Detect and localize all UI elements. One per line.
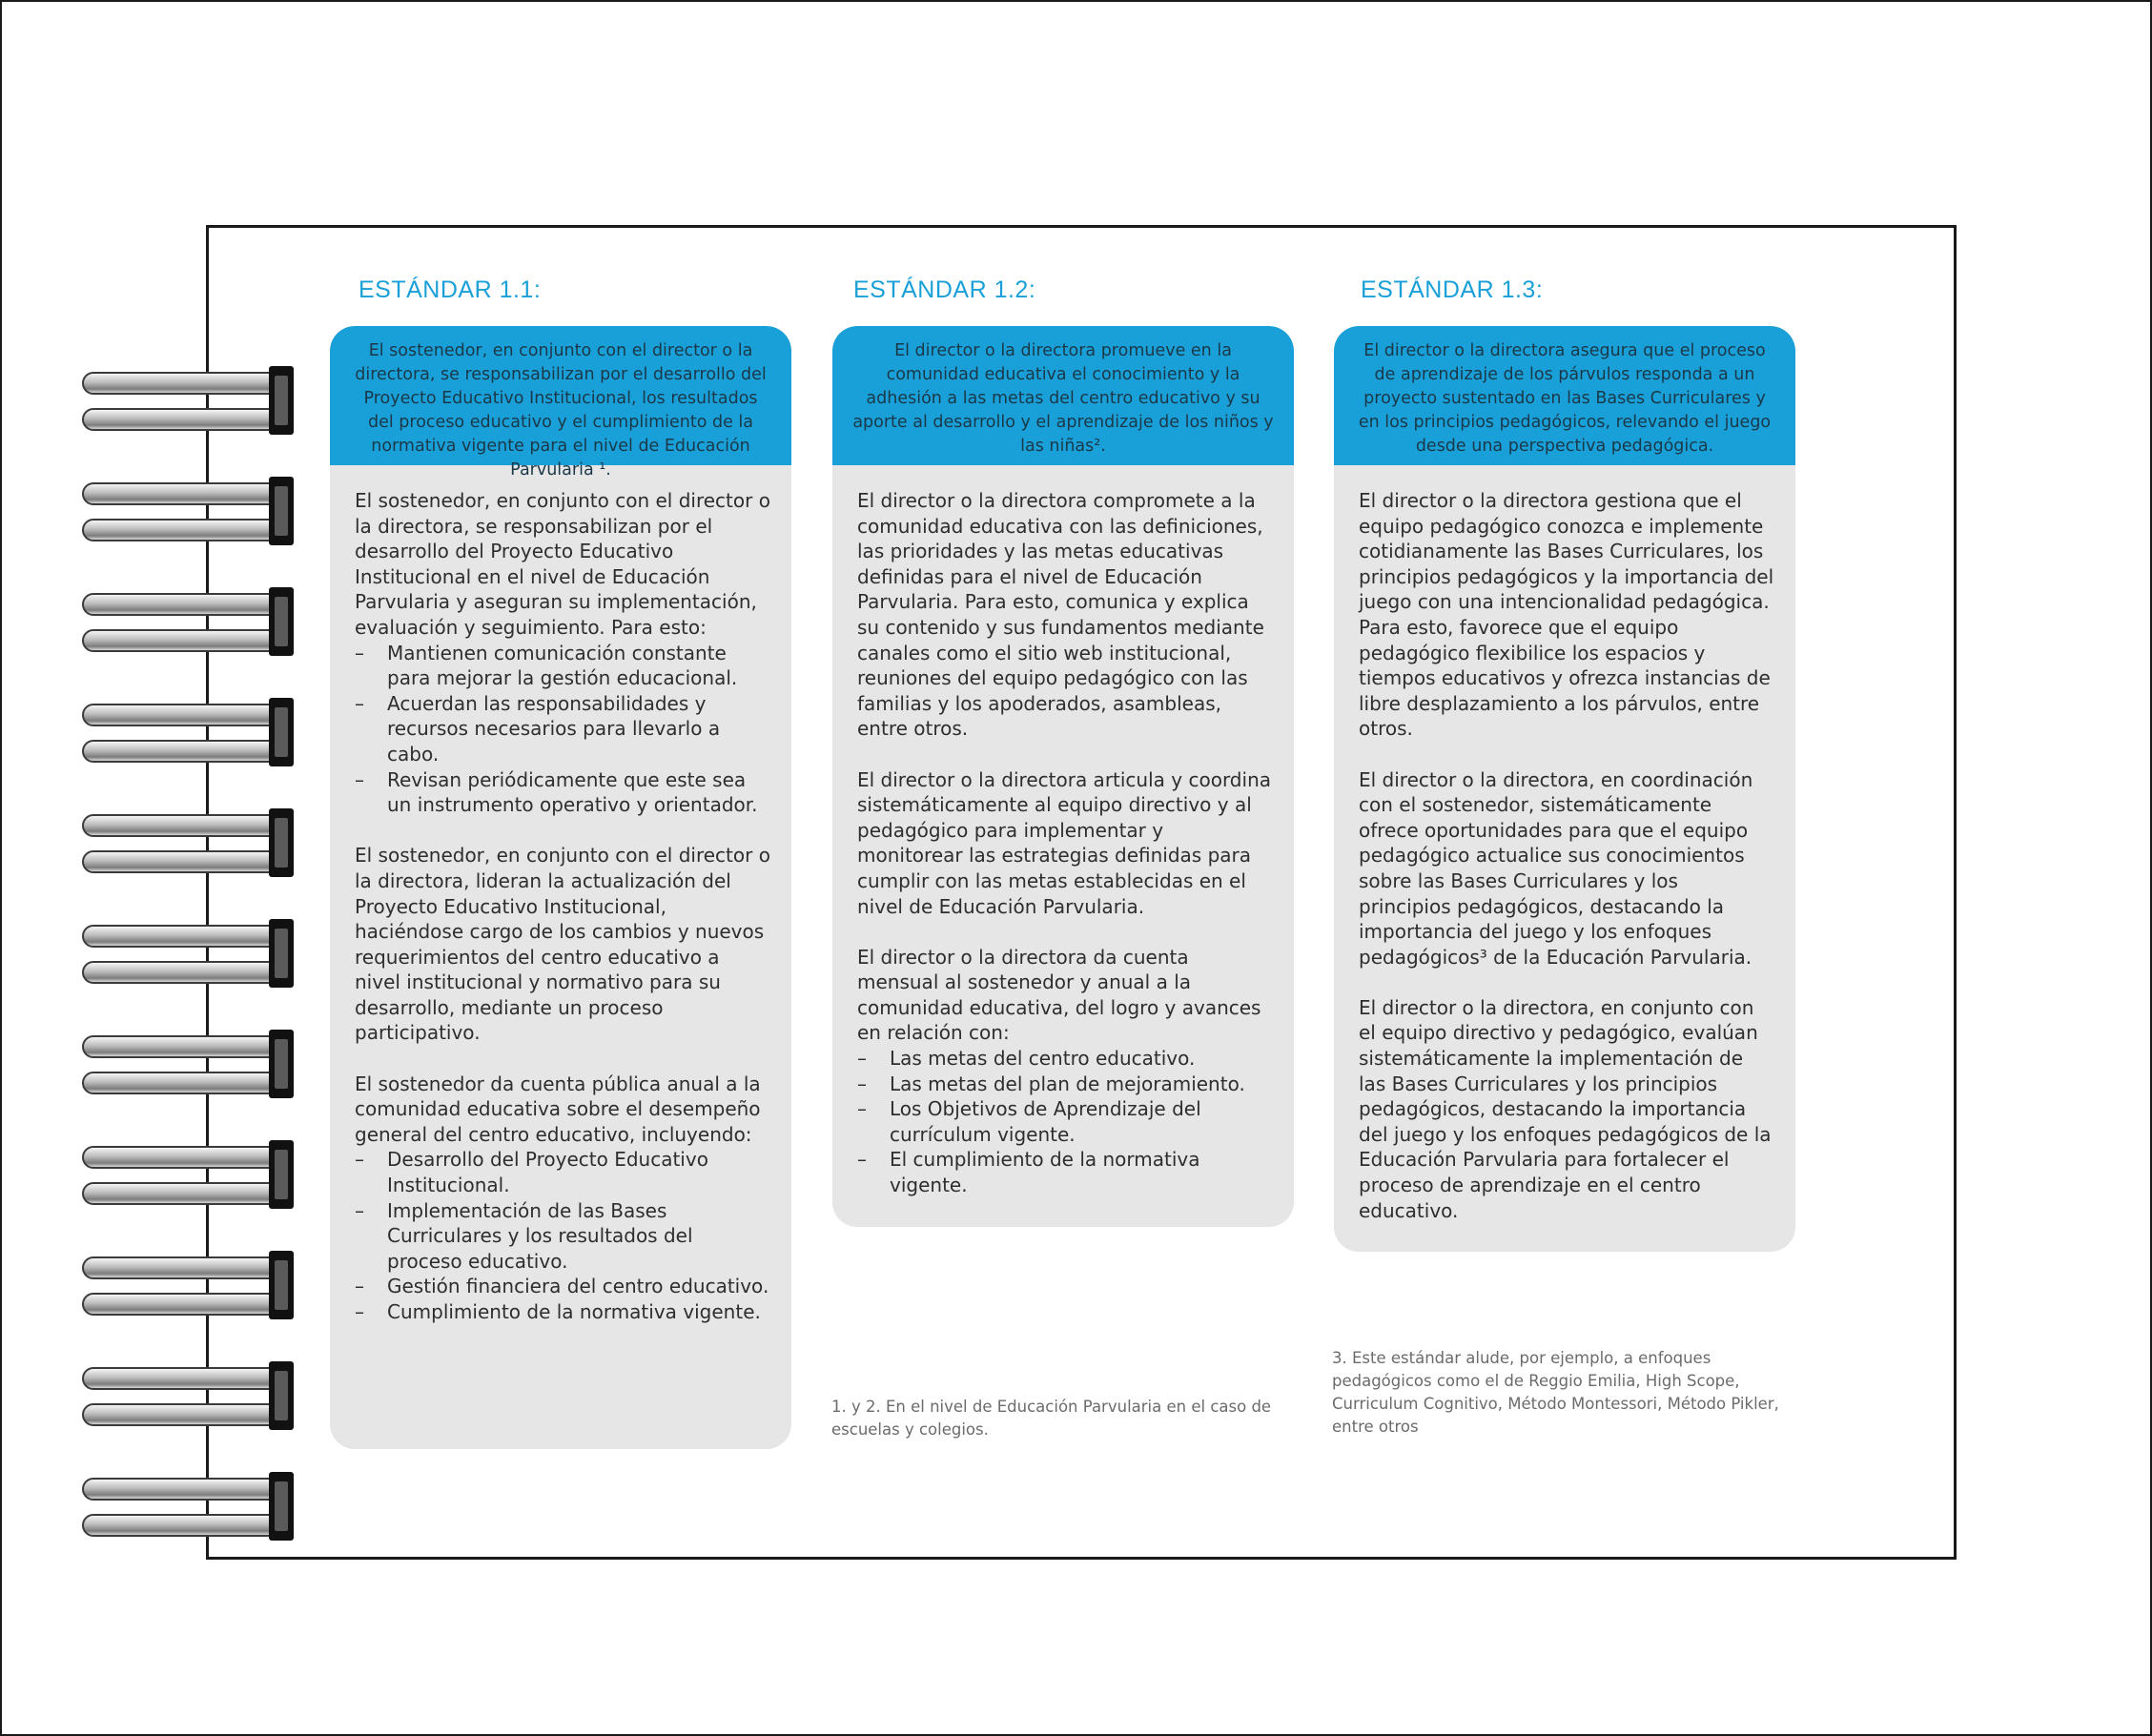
list-item: – Los Objetivos de Aprendizaje del currículum vigente.: [857, 1096, 1273, 1147]
paragraph: El sostenedor, en conjunto con el director o la directora, lideran la actualización del Proyecto Educativo Institucional, haciéndose cargo de los cambios y nuevos requerimientos del centro educativo a nivel institucional y normativo para su desarrollo, mediante un proceso participativo.: [355, 844, 770, 1045]
paragraph: El director o la directora articula y coordina sistemáticamente al equipo directivo y al pedagógico para implementar y monitorear las estrategias definidas para cumplir con las metas establecidas en el nivel de Educación Parvularia.: [857, 767, 1271, 918]
footnote-1-2: 1. y 2. En el nivel de Educación Parvularia en el caso de escuelas y colegios.: [831, 1398, 1272, 1439]
list-item: – Mantienen comunicación constante para mejorar la gestión educacional.: [355, 641, 770, 691]
bullet-list: [857, 1046, 1273, 1198]
spiral-ring: [82, 698, 303, 774]
spiral-ring: [82, 919, 303, 995]
spiral-ring: [82, 808, 303, 885]
standard-card: [330, 326, 791, 1449]
paragraph: El director o la directora, en conjunto con el equipo directivo y pedagógico, evalúan sistemáticamente la implementación de las Bases Curriculares y los principios pedagógicos, destacando la importancia del juego y los enfoques pedagógicos de la Educación Parvularia para fortalecer el proceso de aprendizaje en el centro educativo.: [1359, 995, 1772, 1222]
list-item: – Desarrollo del Proyecto Educativo Institucional.: [355, 1147, 770, 1197]
spiral-ring: [82, 477, 303, 553]
standard-body: [832, 465, 1294, 1227]
standard-body: [330, 465, 791, 1449]
spiral-ring: [82, 1251, 303, 1327]
paragraph: El sostenedor, en conjunto con el director o la directora, se responsabilizan por el desarrollo del Proyecto Educativo Institucional en el nivel de Educación Parvularia y aseguran su implementación, evaluación y seguimiento. Para esto:: [355, 489, 770, 639]
spiral-ring: [82, 1361, 303, 1438]
footnote-3: 3. Este estándar alude, por ejemplo, a enfoques pedagógicos como el de Reggio Emilia, High Scope, Curriculum Cognitivo, Método Montessori, Método Pikler, entre otros: [1332, 1349, 1779, 1436]
standard-card: [832, 326, 1294, 1227]
standard-title: ESTÁNDAR 1.3:: [1361, 276, 1544, 303]
paragraph: El director o la directora gestiona que el equipo pedagógico conozca e implemente cotidianamente las Bases Curriculares, los principios pedagógicos y la importancia del juego con una intencionalidad pedagógica. Para esto, favorece que el equipo pedagógico flexibilice los espacios y tiempos educativos y ofrezca instancias de libre desplazamiento a los párvulos, entre otros.: [1359, 489, 1774, 741]
paragraph: El sostenedor da cuenta pública anual a la comunidad educativa sobre el desempeño general del centro educativo, incluyendo:: [355, 1072, 761, 1146]
standard-title: ESTÁNDAR 1.2:: [853, 276, 1036, 303]
spiral-ring: [82, 1140, 303, 1216]
paragraph: El director o la directora compromete a la comunidad educativa con las definiciones, las prioridades y las metas educativas definidas para el nivel de Educación Parvularia. Para esto, comunica y explica su contenido y sus fundamentos mediante canales como el sitio web institucional, reuniones del equipo pedagógico con las familias y los apoderados, asambleas, entre otros.: [857, 489, 1264, 741]
list-item: – Acuerdan las responsabilidades y recursos necesarios para llevarlo a cabo.: [355, 691, 770, 767]
standard-statement: El director o la directora promueve en la comunidad educativa el conocimiento y la adhesión a las metas del centro educativo y su aporte al desarrollo y el aprendizaje de los niños y las niñas².: [832, 326, 1294, 465]
list-item: – Cumplimiento de la normativa vigente.: [355, 1299, 770, 1325]
bullet-list: [355, 1147, 770, 1324]
paragraph: El director o la directora da cuenta mensual al sostenedor y anual a la comunidad educativa, del logro y avances en relación con:: [857, 945, 1261, 1045]
spiral-ring: [82, 1472, 303, 1548]
list-item: – Las metas del plan de mejoramiento.: [857, 1072, 1273, 1097]
list-item: – Revisan periódicamente que este sea un instrumento operativo y orientador.: [355, 767, 770, 818]
standard-statement: El sostenedor, en conjunto con el director o la directora, se responsabilizan por el desarrollo del Proyecto Educativo Institucional, los resultados del proceso educativo y el cumplimiento de la normativa vigente para el nivel de Educación Parvularia ¹.: [330, 326, 791, 465]
spiral-ring: [82, 366, 303, 442]
paragraph: El director o la directora, en coordinación con el sostenedor, sistemáticamente ofrece oportunidades para que el equipo pedagógico actualice sus conocimientos sobre las Bases Curriculares y los principios pedagógicos, destacando la importancia del juego y los enfoques pedagógicos³ de la Educación Parvularia.: [1359, 767, 1753, 969]
standard-body: [1334, 465, 1795, 1252]
list-item: – Implementación de las Bases Curriculares y los resultados del proceso educativo.: [355, 1198, 770, 1275]
list-item: – Las metas del centro educativo.: [857, 1046, 1273, 1072]
standard-card: [1334, 326, 1795, 1252]
list-item: – El cumplimiento de la normativa vigente.: [857, 1147, 1273, 1197]
spiral-ring: [82, 1030, 303, 1106]
spiral-ring: [82, 587, 303, 664]
bullet-list: [355, 641, 770, 818]
standard-title: ESTÁNDAR 1.1:: [359, 276, 542, 303]
list-item: – Gestión financiera del centro educativo.: [355, 1274, 770, 1299]
standard-statement: El director o la directora asegura que el proceso de aprendizaje de los párvulos responda a un proyecto sustentado en las Bases Curriculares y en los principios pedagógicos, relevando el juego desde una perspectiva pedagógica.: [1334, 326, 1795, 465]
